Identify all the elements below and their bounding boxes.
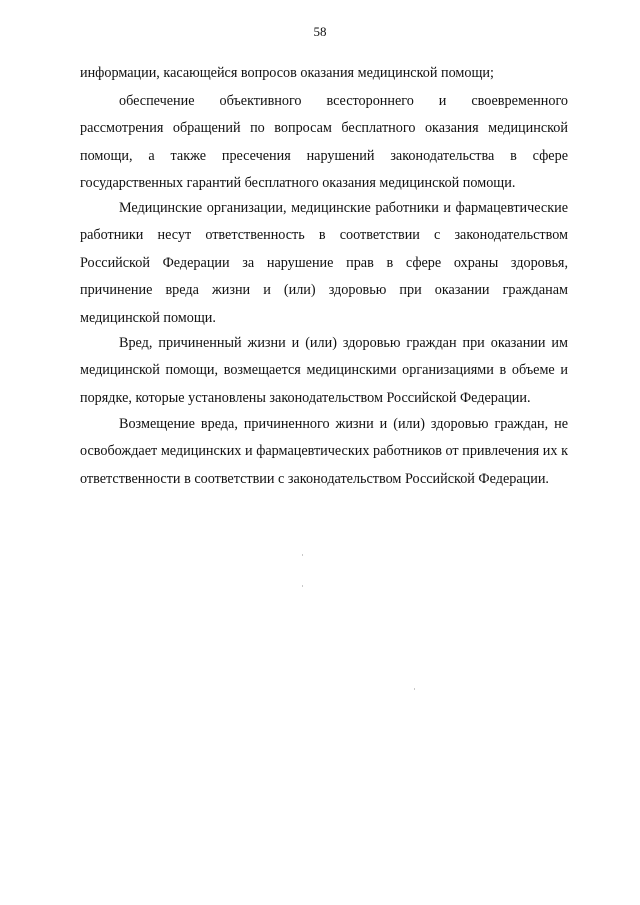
scan-speck bbox=[414, 688, 415, 690]
page-number: 58 bbox=[313, 24, 327, 39]
paragraph-continuation bbox=[80, 60, 568, 87]
paragraph-text: Медицинские организации, медицинские работники и фармацевтические работники несут ответственность в соответствии с законодательством Российской Федерации за нарушение прав в сфере охраны здоровья, причинение вреда жизни и (или) здоровью при оказании гражданам медицинской помощи. bbox=[80, 200, 568, 326]
scan-speck bbox=[302, 585, 303, 587]
paragraph-ensuring-review bbox=[80, 88, 568, 198]
paragraph-text: информации, касающейся вопросов оказания медицинской помощи; bbox=[80, 65, 494, 81]
scan-speck bbox=[302, 554, 303, 556]
paragraph-text: обеспечение объективного всестороннего и своевременного рассмотрения обращений по вопросам бесплатного оказания медицинской помощи, а также пресечения нарушений законодательства в сфере государственных гарантий бесплатного оказания медицинской помощи. bbox=[80, 93, 568, 192]
paragraph-harm-compensation bbox=[80, 330, 568, 412]
paragraph-text: Возмещение вреда, причиненного жизни и (или) здоровью граждан, не освобождает медицинских и фармацевтических работников от привлечения их к ответственности в соответствии с законодательством Российской Федерации. bbox=[80, 416, 568, 487]
paragraph-text: Вред, причиненный жизни и (или) здоровью граждан при оказании им медицинской помощи, возмещается медицинскими организациями в объеме и порядке, которые установлены законодательством Российской Федерации. bbox=[80, 335, 568, 406]
paragraph-no-exemption bbox=[80, 411, 568, 493]
paragraph-responsibility bbox=[80, 195, 568, 332]
